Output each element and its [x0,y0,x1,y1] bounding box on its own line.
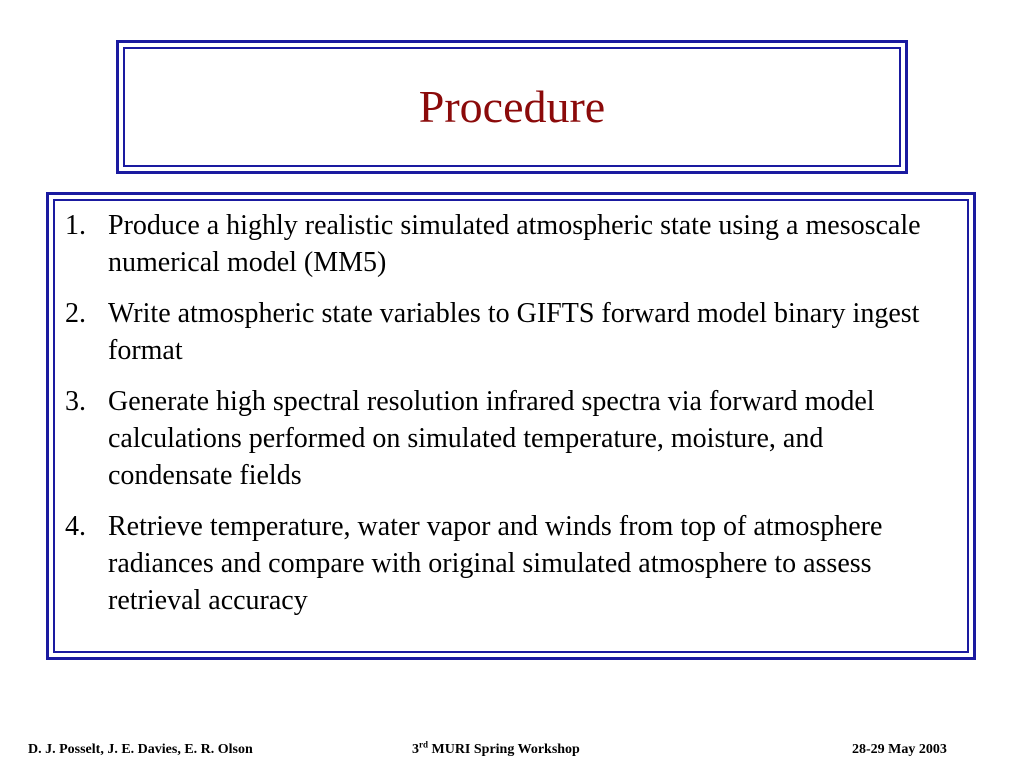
content-frame [46,192,976,660]
procedure-step [65,207,951,281]
step-number: 2. [65,298,86,329]
step-number: 3. [65,386,86,417]
step-number: 1. [65,210,86,241]
slide-title: Procedure [418,81,606,132]
footer-workshop-number: 3 [412,742,419,757]
title-frame [116,40,908,174]
step-number: 4. [65,511,86,542]
footer-workshop [412,739,580,758]
footer-workshop-ordinal: rd [419,739,428,750]
content-frame-inner [53,199,969,653]
procedure-step [65,295,951,369]
step-text: Generate high spectral resolution infrared spectra via forward model calculations performed on simulated temperature, moisture, and condensate fields [108,386,875,491]
footer-workshop-name: MURI Spring Workshop [428,742,580,757]
step-text: Retrieve temperature, water vapor and winds from top of atmosphere radiances and compare with original simulated atmosphere to assess retrieval accuracy [108,511,883,616]
step-text: Write atmospheric state variables to GIFTS forward model binary ingest format [108,298,920,366]
procedure-step [65,508,951,619]
footer-authors: D. J. Posselt, J. E. Davies, E. R. Olson [28,742,253,757]
footer-date: 28-29 May 2003 [852,742,947,757]
procedure-step [65,383,951,494]
slide-footer [0,738,1024,762]
step-text: Produce a highly realistic simulated atmospheric state using a mesoscale numerical model (MM5) [108,210,921,278]
procedure-list [65,207,951,619]
title-frame-inner [123,47,901,167]
